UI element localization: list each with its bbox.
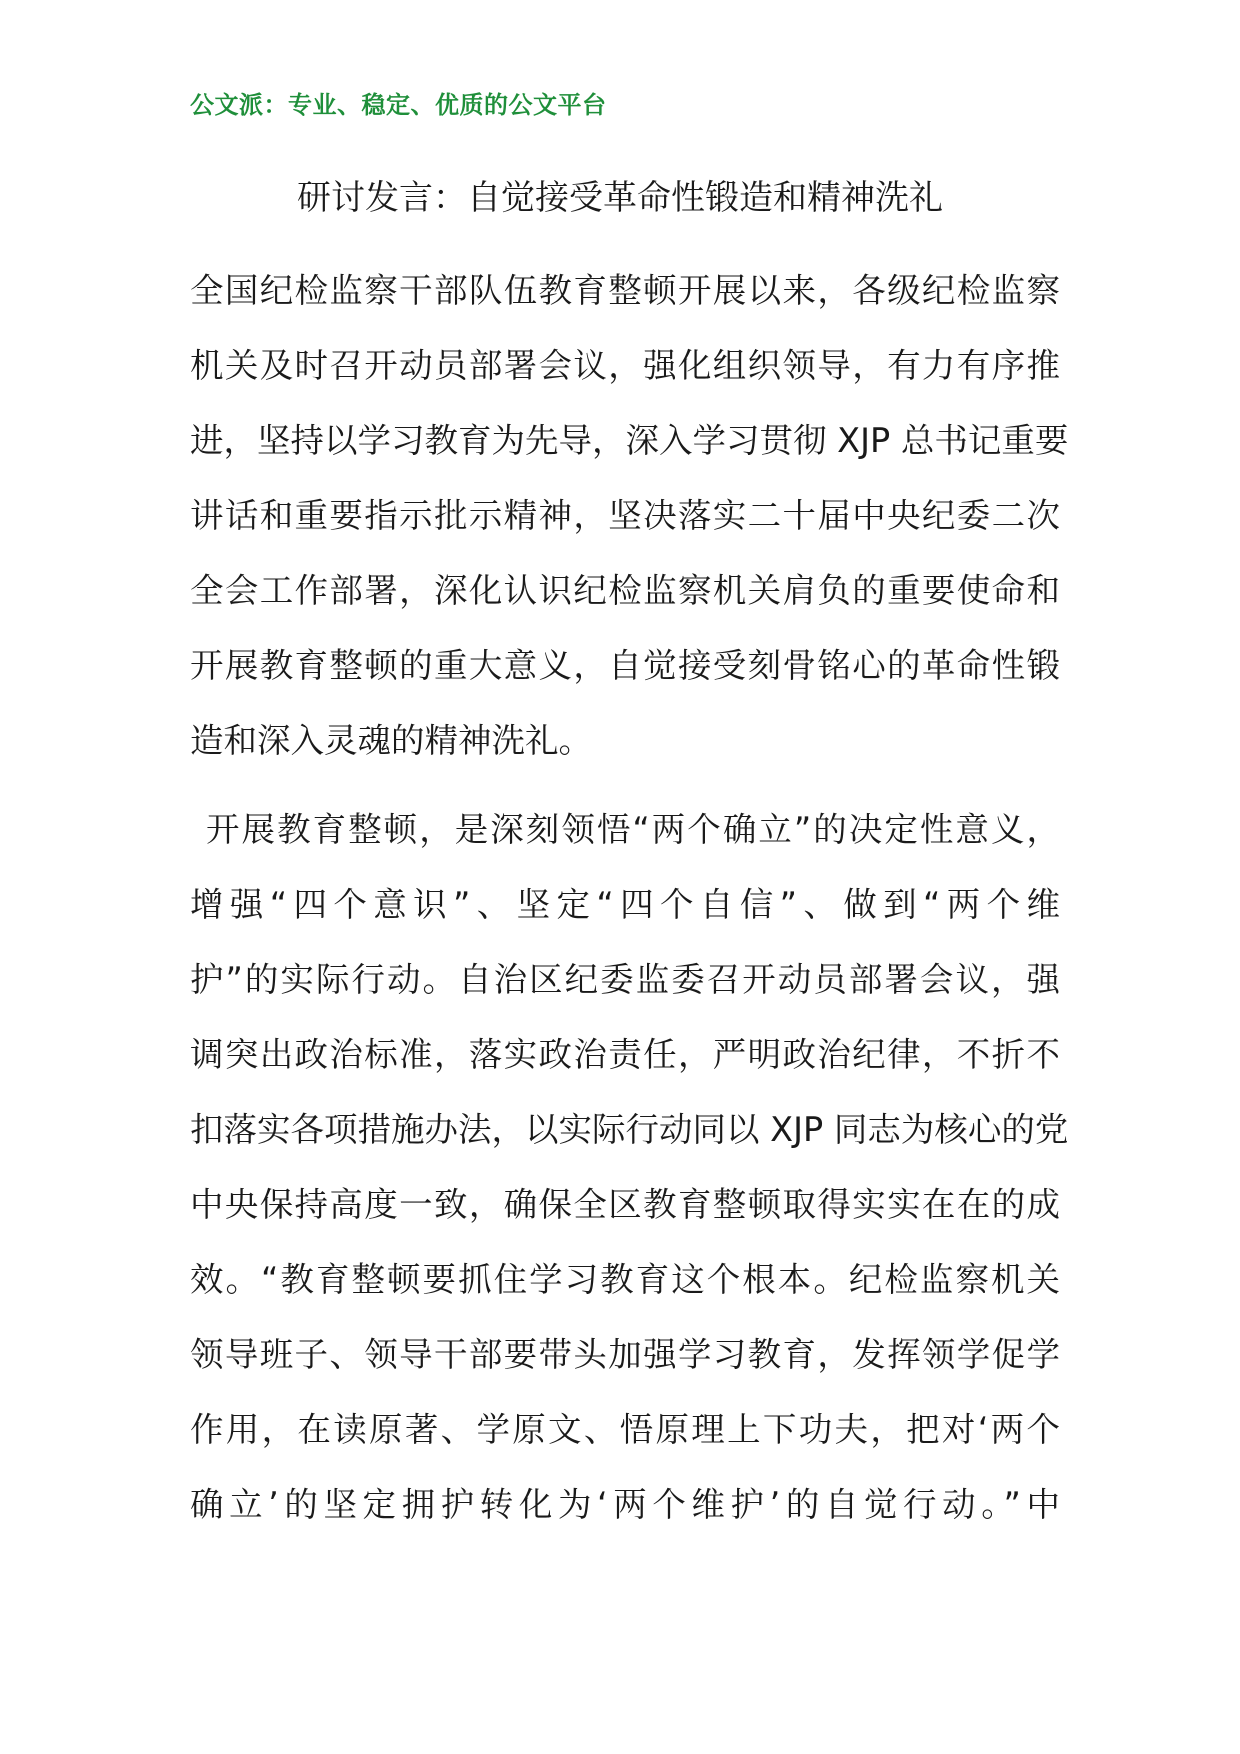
paragraph-line: 全国纪检监察干部队伍教育整顿开展以来，各级纪检监察 xyxy=(190,271,1060,310)
paragraph-line: 造和深入灵魂的精神洗礼。 xyxy=(190,721,592,760)
paragraph-1 xyxy=(190,253,1069,778)
paragraph-line: 作用，在读原著、学原文、悟原理上下功夫，把对‘两个 xyxy=(190,1410,1060,1449)
paragraph-line: 护”的实际行动。自治区纪委监委召开动员部署会议，强 xyxy=(190,960,1060,999)
paragraph-line: 确立’的坚定拥护转化为‘两个维护’的自觉行动。”中 xyxy=(190,1485,1060,1524)
paragraph-line: 机关及时召开动员部署会议，强化组织领导，有力有序推 xyxy=(190,346,1060,385)
paragraph-line: 全会工作部署，深化认识纪检监察机关肩负的重要使命和 xyxy=(190,571,1060,610)
paragraph-line: 开展教育整顿，是深刻领悟“两个确立”的决定性意义， xyxy=(206,810,1060,849)
paragraph-line: 进，坚持以学习教育为先导，深入学习贯彻 XJP 总书记重要 xyxy=(190,421,1069,460)
paragraph-line: 开展教育整顿的重大意义，自觉接受刻骨铭心的革命性锻 xyxy=(190,646,1060,685)
paragraph-line: 领导班子、领导干部要带头加强学习教育，发挥领学促学 xyxy=(190,1335,1060,1374)
paragraph-line: 扣落实各项措施办法，以实际行动同以 XJP 同志为核心的党 xyxy=(190,1110,1069,1149)
paragraph-line: 调突出政治标准，落实政治责任，严明政治纪律，不折不 xyxy=(190,1035,1060,1074)
paragraph-line: 中央保持高度一致，确保全区教育整顿取得实实在在的成 xyxy=(190,1185,1060,1224)
paragraph-2 xyxy=(190,792,1069,1542)
paragraph-line: 效。“教育整顿要抓住学习教育这个根本。纪检监察机关 xyxy=(190,1260,1060,1299)
paragraph-line: 讲话和重要指示批示精神，坚决落实二十届中央纪委二次 xyxy=(190,496,1060,535)
site-header: 公文派：专业、稳定、优质的公文平台 xyxy=(190,91,607,119)
paragraph-line: 增强“四个意识”、坚定“四个自信”、做到“两个维 xyxy=(190,885,1060,924)
document-title: 研讨发言：自觉接受革命性锻造和精神洗礼 xyxy=(297,178,943,218)
